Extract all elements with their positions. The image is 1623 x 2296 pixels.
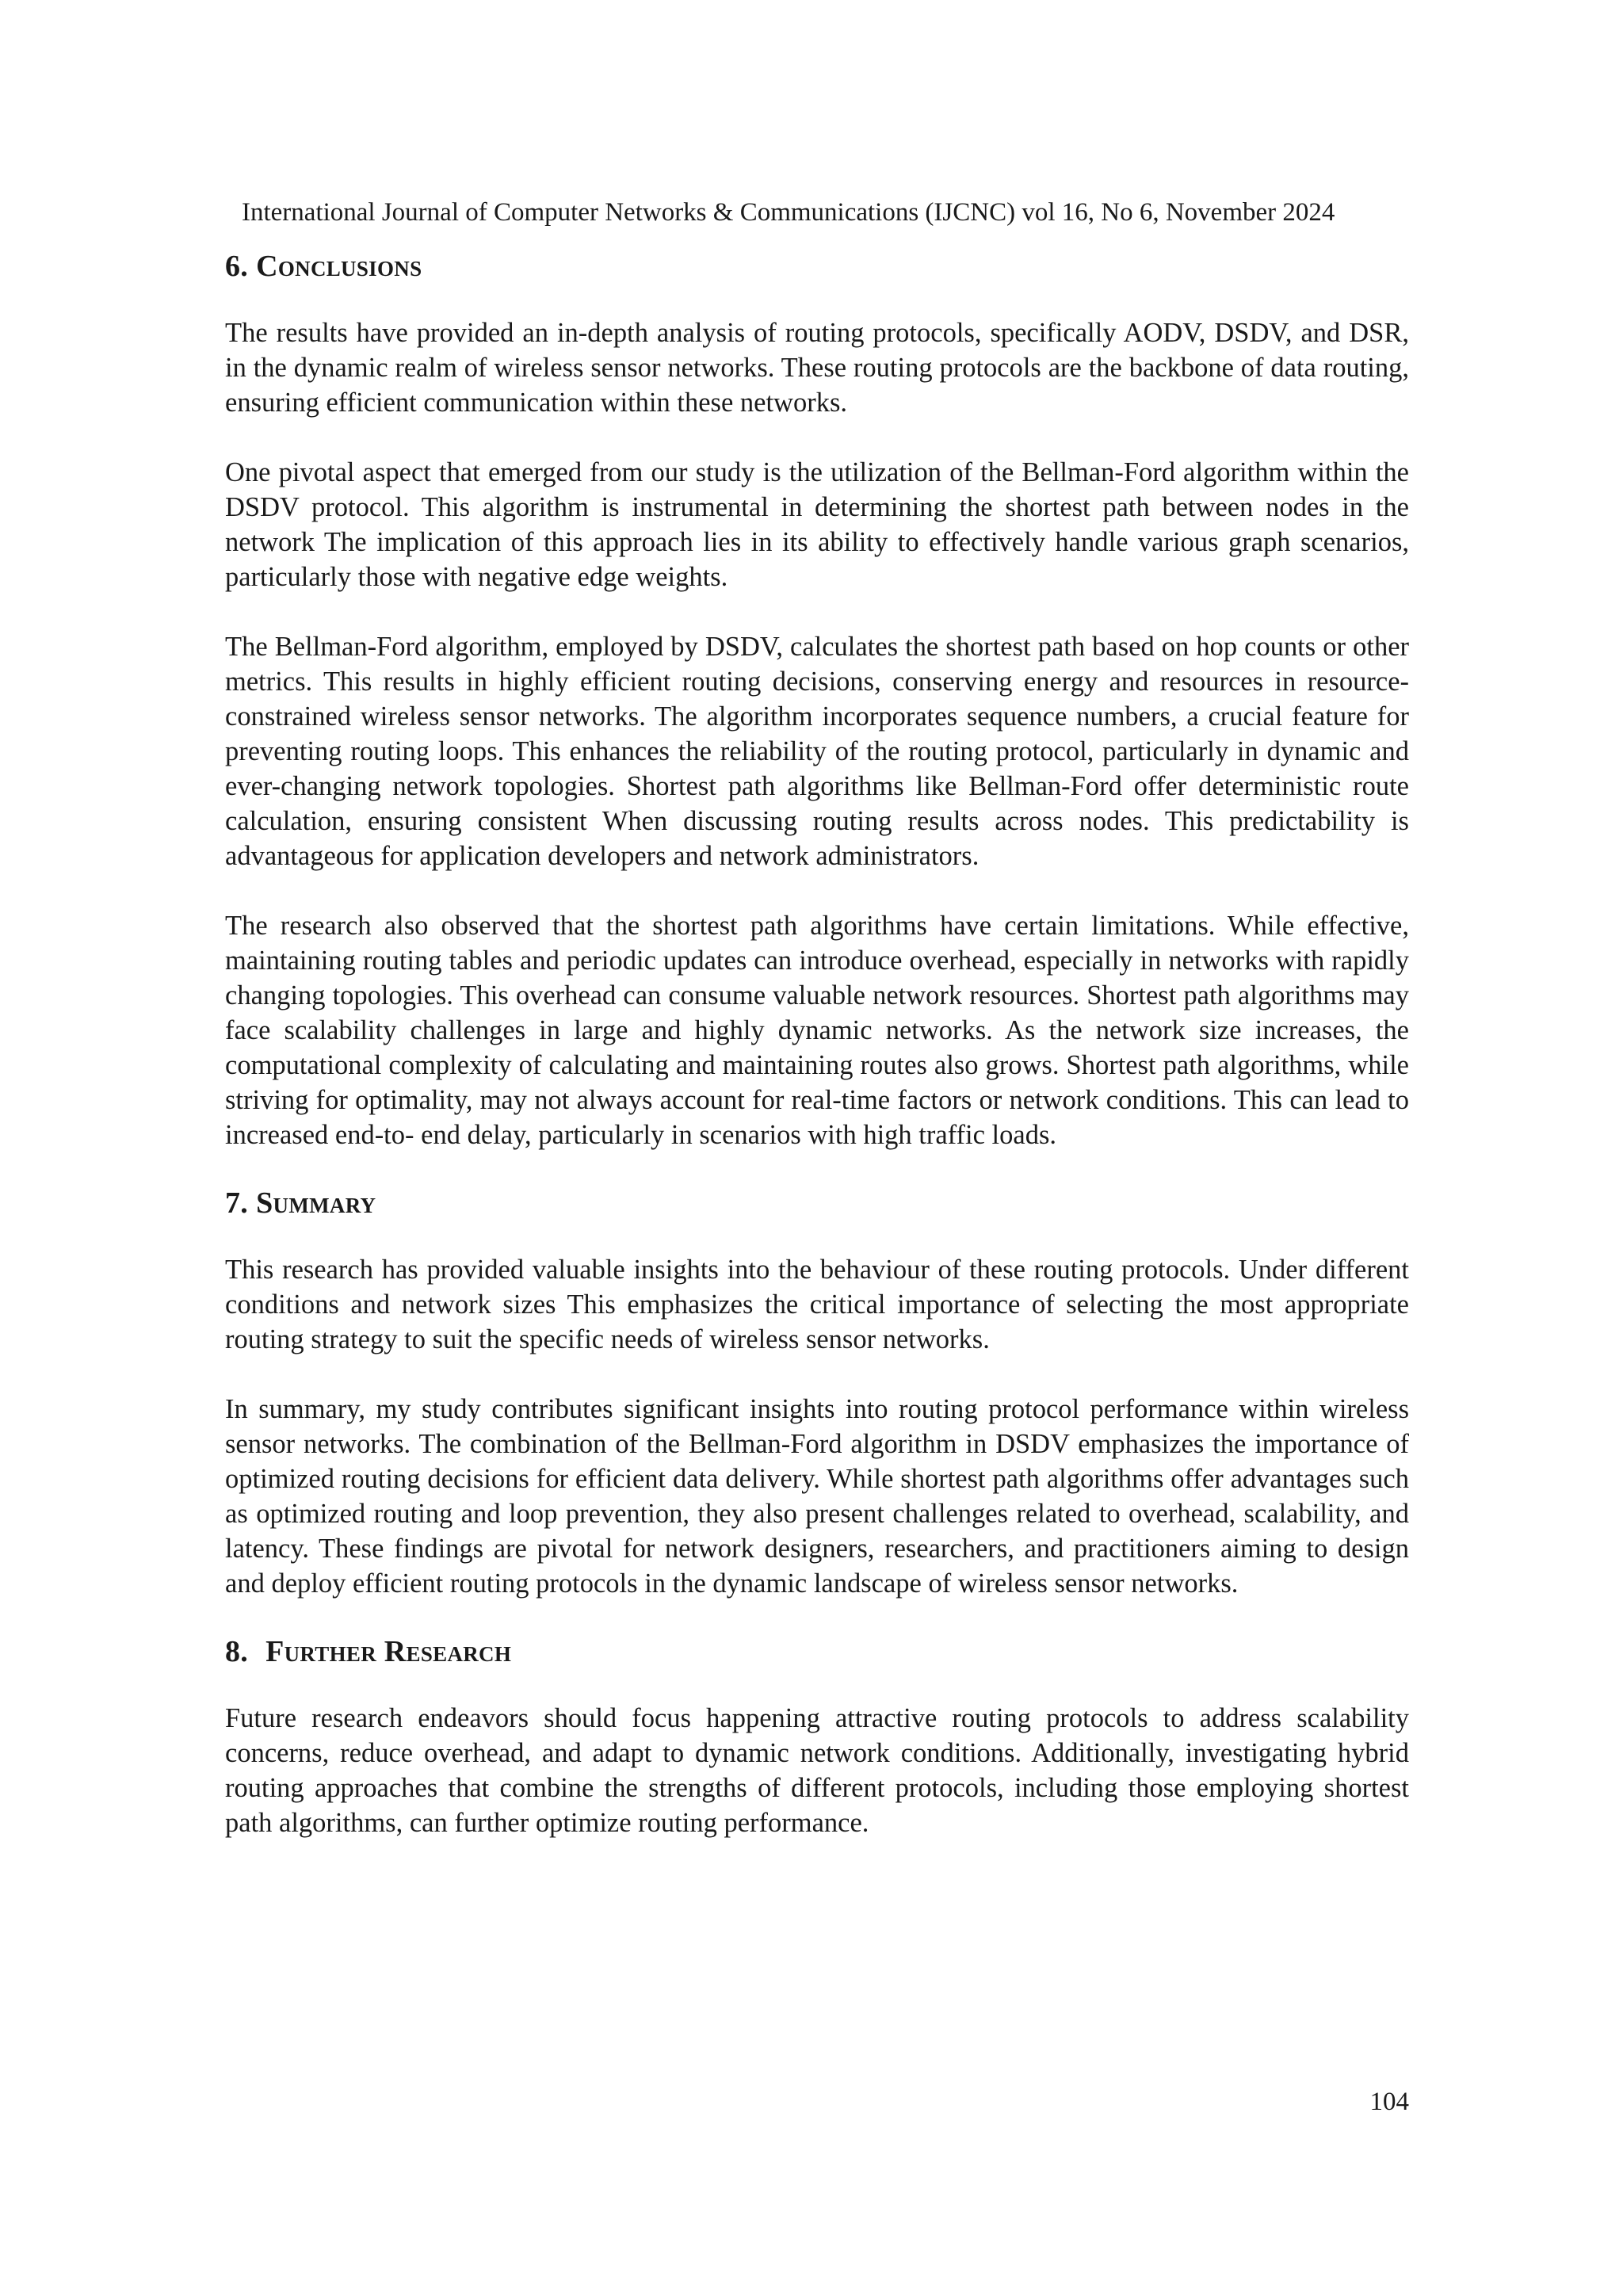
section-number: 6. [225, 250, 249, 283]
section-heading-conclusions [225, 247, 1409, 285]
paragraph: One pivotal aspect that emerged from our study is the utilization of the Bellman-Ford algorithm within the DSDV protocol. This algorithm is instrumental in determining the shortest path between nodes in the network The implication of this approach lies in its ability to effectively handle various graph scenarios, particularly those with negative edge weights. [225, 457, 1409, 592]
section-number: 7. [225, 1186, 249, 1220]
section-heading-further-research [225, 1633, 1409, 1671]
section-number: 8. [225, 1635, 249, 1668]
running-header: International Journal of Computer Networks & Communications (IJCNC) vol 16, No 6, November 2024 [242, 198, 1335, 227]
paragraph: The Bellman-Ford algorithm, employed by DSDV, calculates the shortest path based on hop counts or other metrics. This results in highly efficient routing decisions, conserving energy and resources in resource-constrained wireless sensor networks. The algorithm incorporates sequence numbers, a crucial feature for preventing routing loops. This enhances the reliability of the routing protocol, particularly in dynamic and ever-changing network topologies. Shortest path algorithms like Bellman-Ford offer deterministic route calculation, ensuring consistent When discussing routing results across nodes. This predictability is advantageous for application developers and network administrators. [225, 632, 1409, 871]
section-title: Conclusions [256, 250, 422, 283]
paragraph: The research also observed that the shortest path algorithms have certain limitations. While effective, maintaining routing tables and periodic updates can introduce overhead, especially in networks with rapidly changing topologies. This overhead can consume valuable network resources. Shortest path algorithms may face scalability challenges in large and highly dynamic networks. As the network size increases, the computational complexity of calculating and maintaining routes also grows. Shortest path algorithms, while striving for optimality, may not always account for real-time factors or network conditions. This can lead to increased end-to- end delay, particularly in scenarios with high traffic loads. [225, 911, 1409, 1150]
paragraph: This research has provided valuable insights into the behaviour of these routing protocols. Under different conditions and network sizes This emphasizes the critical importance of selecting the most appropriate routing strategy to suit the specific needs of wireless sensor networks. [225, 1255, 1409, 1354]
paragraph: In summary, my study contributes significant insights into routing protocol performance within wireless sensor networks. The combination of the Bellman-Ford algorithm in DSDV emphasizes the importance of optimized routing decisions for efficient data delivery. While shortest path algorithms offer advantages such as optimized routing and loop prevention, they also present challenges related to overhead, scalability, and latency. These findings are pivotal for network designers, researchers, and practitioners aiming to design and deploy efficient routing protocols in the dynamic landscape of wireless sensor networks. [225, 1394, 1409, 1599]
page-body [225, 247, 1409, 1875]
page-number: 104 [1369, 2088, 1409, 2116]
paragraph: The results have provided an in-depth analysis of routing protocols, specifically AODV, DSDV, and DSR, in the dynamic realm of wireless sensor networks. These routing protocols are the backbone of data routing, ensuring efficient communication within these networks. [225, 318, 1409, 418]
section-heading-summary [225, 1184, 1409, 1222]
section-title: Summary [256, 1186, 376, 1220]
paragraph: Future research endeavors should focus happening attractive routing protocols to address scalability concerns, reduce overhead, and adapt to dynamic network conditions. Additionally, investigating hybrid routing approaches that combine the strengths of different protocols, including those employing shortest path algorithms, can further optimize routing performance. [225, 1703, 1409, 1838]
section-title: Further Research [265, 1635, 512, 1668]
